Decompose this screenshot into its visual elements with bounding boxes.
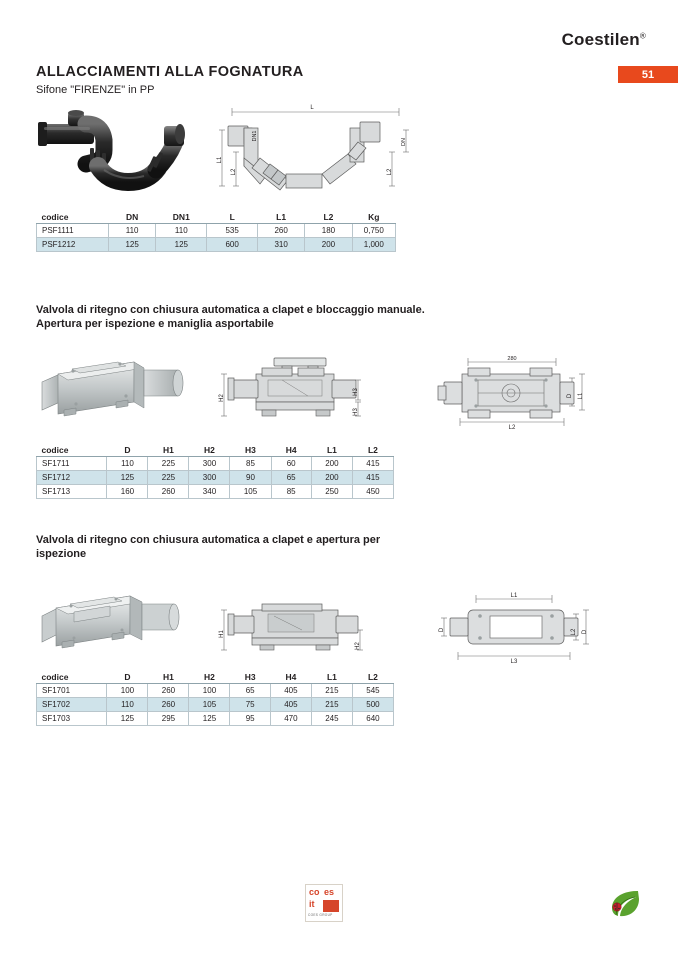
cell-l2: 500	[352, 698, 393, 712]
cell-l1: 245	[311, 712, 352, 726]
th-d: D	[107, 670, 148, 684]
fig1-label-L2a: L2	[231, 168, 237, 176]
logo-cell-it: it	[309, 899, 315, 909]
table-valve-manual-specs	[36, 443, 394, 499]
cell-h2: 340	[189, 485, 230, 499]
brand-logo	[562, 30, 646, 50]
th-l1: L1	[257, 210, 304, 224]
th-h4: H4	[271, 443, 311, 457]
cell-l2: 415	[352, 457, 393, 471]
cell-h4: 85	[271, 485, 311, 499]
cell-h4: 470	[270, 712, 311, 726]
table-row	[37, 457, 394, 471]
th-codice: codice	[37, 210, 109, 224]
cell-codice: SF1713	[37, 485, 107, 499]
cell-h4: 405	[270, 698, 311, 712]
figure-siphon-drawing	[214, 100, 414, 200]
cell-dn1: 125	[156, 238, 207, 252]
table-row	[37, 471, 394, 485]
cell-dn: 125	[108, 238, 155, 252]
fig1-label-L2b: L2	[387, 168, 393, 176]
cell-l1: 200	[311, 457, 352, 471]
fig3-label-L1: L1	[510, 593, 518, 599]
cell-l2: 415	[352, 471, 393, 485]
figure-valve-inspection-photo	[40, 588, 190, 660]
cell-codice: SF1712	[37, 471, 107, 485]
th-h1: H1	[148, 670, 189, 684]
table-header-row	[37, 210, 396, 224]
cell-codice: SF1711	[37, 457, 107, 471]
cell-codice: SF1702	[37, 698, 107, 712]
fig1-label-L1: L1	[217, 156, 223, 164]
cell-l1: 250	[311, 485, 352, 499]
th-l2: L2	[352, 443, 393, 457]
cell-h1: 295	[148, 712, 189, 726]
cell-h3: 65	[230, 684, 270, 698]
table-row	[37, 224, 396, 238]
th-h2: H2	[189, 670, 230, 684]
cell-h3: 95	[230, 712, 270, 726]
cell-h3: 90	[230, 471, 271, 485]
th-h4: H4	[270, 670, 311, 684]
cell-codice: SF1701	[37, 684, 107, 698]
cell-d: 110	[107, 698, 148, 712]
fig2-label-top: 280	[507, 356, 517, 362]
table-header-row	[37, 443, 394, 457]
cell-dn: 110	[108, 224, 155, 238]
cell-d: 160	[107, 485, 148, 499]
page-subtitle: Sifone "FIRENZE" in PP	[36, 84, 155, 96]
cell-h2: 100	[189, 684, 230, 698]
fig3-label-H2: H2	[355, 642, 361, 650]
cell-l2: 450	[352, 485, 393, 499]
th-dn1: DN1	[156, 210, 207, 224]
table-row	[37, 238, 396, 252]
fig3-label-L3: L3	[510, 659, 518, 665]
th-dn: DN	[108, 210, 155, 224]
cell-h3: 85	[230, 457, 271, 471]
th-kg: Kg	[352, 210, 395, 224]
th-h1: H1	[148, 443, 189, 457]
cell-codice: PSF1212	[37, 238, 109, 252]
cell-h2: 300	[189, 471, 230, 485]
th-h3: H3	[230, 670, 270, 684]
cell-codice: SF1703	[37, 712, 107, 726]
th-h3: H3	[230, 443, 271, 457]
table-valve-inspection-specs	[36, 670, 394, 726]
cell-kg: 0,750	[352, 224, 395, 238]
cell-l2: 180	[305, 224, 352, 238]
th-codice: codice	[37, 670, 107, 684]
cell-h1: 260	[148, 684, 189, 698]
cell-kg: 1,000	[352, 238, 395, 252]
fig3-label-L2: L2	[571, 628, 577, 636]
fig3-label-Db: D	[582, 629, 588, 635]
fig2-label-H3a: H3	[353, 388, 359, 396]
logo-caption: COES GROUP	[308, 913, 333, 917]
cell-dn1: 110	[156, 224, 207, 238]
table-siphon-specs	[36, 210, 396, 252]
th-codice: codice	[37, 443, 107, 457]
cell-h2: 300	[189, 457, 230, 471]
cell-h3: 75	[230, 698, 270, 712]
fig2-label-L1: L1	[578, 392, 584, 400]
figure-valve-manual-side-drawing	[212, 350, 372, 430]
leaf-icon	[608, 888, 642, 918]
fig1-label-DN: DN	[401, 138, 407, 146]
fig1-label-DN1: DN1	[252, 130, 258, 142]
figure-valve-inspection-side-drawing	[212, 592, 372, 662]
fig2-label-L2: L2	[508, 425, 516, 431]
th-l1: L1	[311, 670, 352, 684]
th-d: D	[107, 443, 148, 457]
figure-siphon-photo	[38, 108, 213, 193]
th-l1: L1	[311, 443, 352, 457]
fig2-label-D: D	[567, 393, 573, 399]
th-l: L	[207, 210, 258, 224]
logo-cell-es: es	[324, 887, 335, 897]
cell-l2: 545	[352, 684, 393, 698]
table-row	[37, 485, 394, 499]
cell-l1: 200	[311, 471, 352, 485]
cell-l: 600	[207, 238, 258, 252]
table-row	[37, 698, 394, 712]
figure-valve-inspection-top-drawing	[436, 590, 596, 665]
section-heading-valvola-bloccaggio: Valvola di ritegno con chiusura automatica a clapet e bloccaggio manuale. Apertura per ispezione e maniglia asportabile	[36, 304, 425, 330]
page-number-badge: 51	[618, 66, 678, 83]
cell-h4: 65	[271, 471, 311, 485]
table-row	[37, 712, 394, 726]
cell-l1: 260	[257, 224, 304, 238]
cell-l1: 215	[311, 684, 352, 698]
figure-valve-manual-photo	[40, 352, 190, 427]
section-heading-valvola-ispezione: Valvola di ritegno con chiusura automatica a clapet e apertura per ispezione	[36, 534, 381, 560]
cell-d: 125	[107, 471, 148, 485]
cell-d: 100	[107, 684, 148, 698]
brand-trademark: ®	[639, 31, 646, 41]
figure-valve-manual-top-drawing	[432, 352, 592, 434]
cell-d: 110	[107, 457, 148, 471]
th-h2: H2	[189, 443, 230, 457]
th-l2: L2	[352, 670, 393, 684]
table-header-row	[37, 670, 394, 684]
th-l2: L2	[305, 210, 352, 224]
fig2-label-H2: H2	[219, 394, 225, 402]
cell-l1: 215	[311, 698, 352, 712]
fig1-label-L: L	[310, 105, 314, 111]
cell-h4: 405	[270, 684, 311, 698]
cell-h2: 125	[189, 712, 230, 726]
cell-h1: 260	[148, 485, 189, 499]
cell-h2: 105	[189, 698, 230, 712]
cell-h1: 225	[148, 471, 189, 485]
fig2-label-H3b: H3	[353, 408, 359, 416]
cell-h4: 60	[271, 457, 311, 471]
cell-l: 535	[207, 224, 258, 238]
fig3-label-Da: D	[439, 627, 445, 633]
cell-l2: 640	[352, 712, 393, 726]
cell-d: 125	[107, 712, 148, 726]
brand-name: Coestilen	[561, 30, 640, 49]
cell-l1: 310	[257, 238, 304, 252]
logo-cell-co: co	[309, 887, 320, 897]
fig3-label-H1: H1	[219, 630, 225, 638]
cell-h1: 225	[148, 457, 189, 471]
footer-coes-logo	[305, 884, 343, 922]
cell-h1: 260	[148, 698, 189, 712]
page-title: ALLACCIAMENTI ALLA FOGNATURA	[36, 64, 304, 80]
cell-l2: 200	[305, 238, 352, 252]
logo-bar	[323, 900, 339, 912]
table-row	[37, 684, 394, 698]
cell-h3: 105	[230, 485, 271, 499]
cell-codice: PSF1111	[37, 224, 109, 238]
